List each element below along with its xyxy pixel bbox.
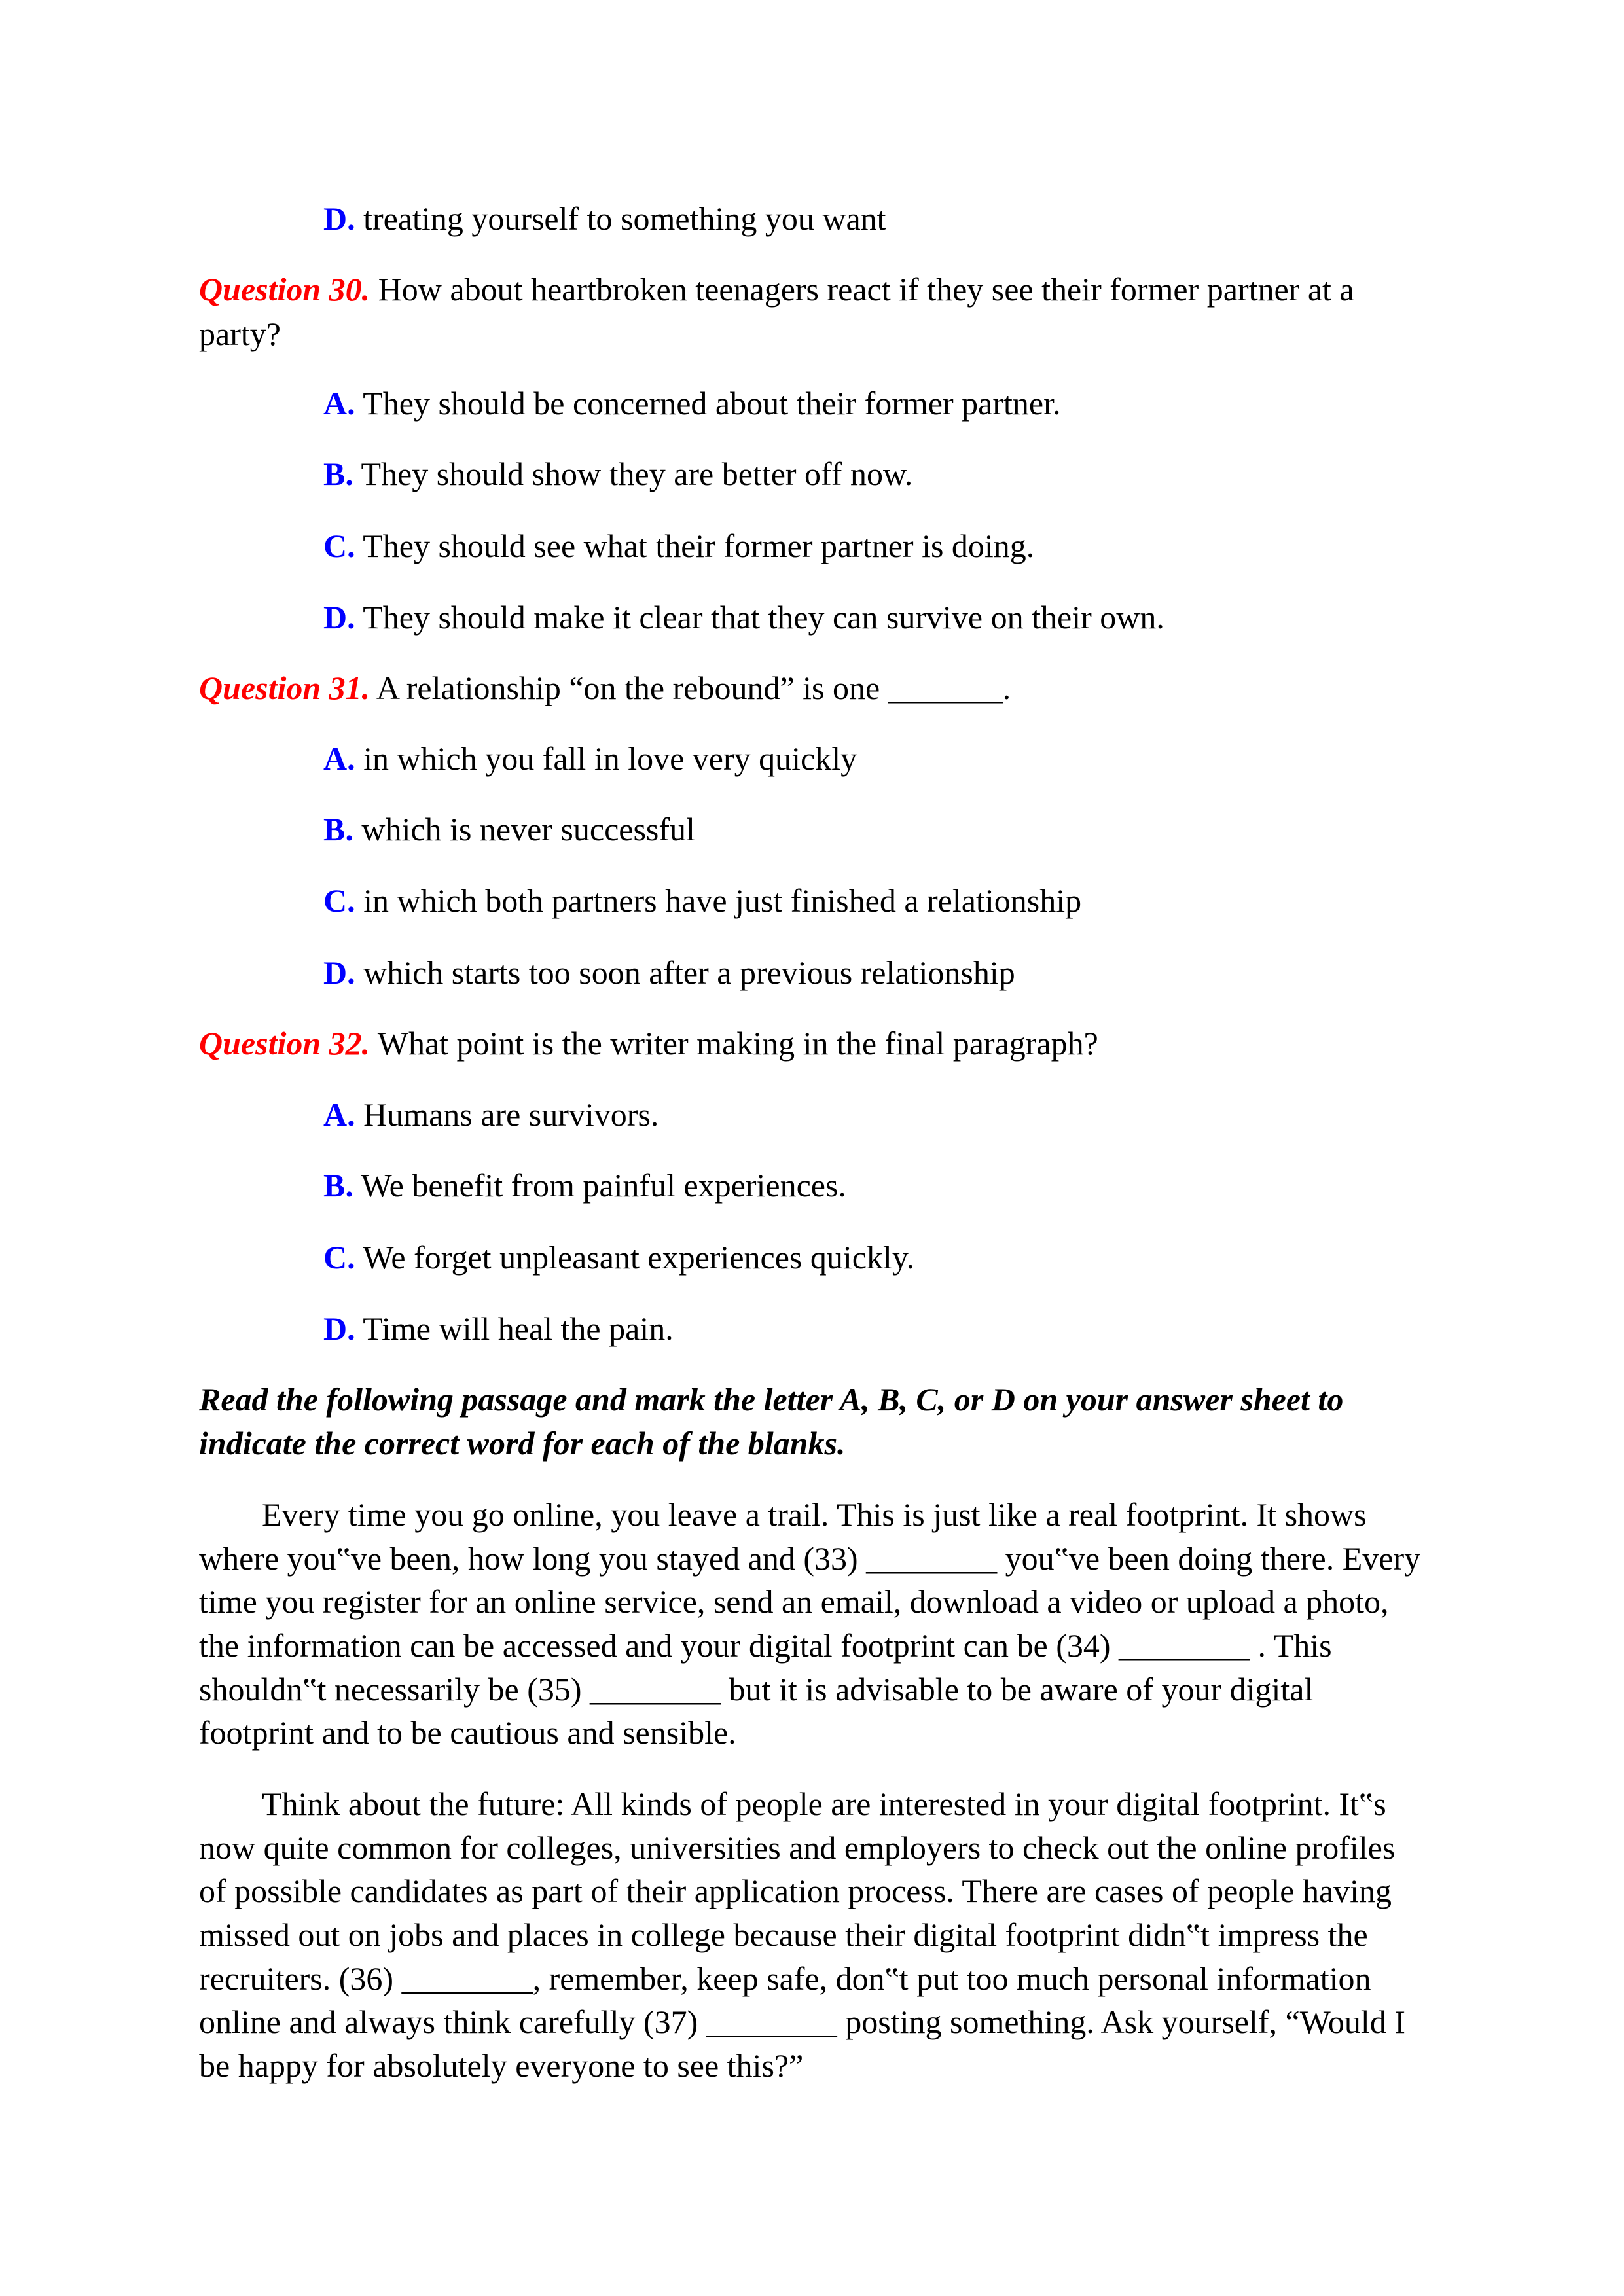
passage-line: where you‟ve been, how long you stayed and (33) ________ you‟ve been doing there. Every bbox=[199, 1540, 1421, 1577]
passage-line: missed out on jobs and places in college because their digital footprint didn‟t impress the bbox=[199, 1916, 1368, 1953]
option-text: They should make it clear that they can survive on their own. bbox=[355, 599, 1164, 636]
option-letter: D. bbox=[323, 1310, 355, 1347]
option-b bbox=[323, 1163, 846, 1208]
option-text: in which both partners have just finished a relationship bbox=[355, 882, 1082, 919]
option-d bbox=[323, 1306, 674, 1351]
option-letter: A. bbox=[323, 740, 355, 777]
option-text: which starts too soon after a previous relationship bbox=[355, 954, 1015, 991]
option-letter: A. bbox=[323, 1096, 355, 1133]
passage-line: of possible candidates as part of their application process. There are cases of people having bbox=[199, 1873, 1392, 1909]
option-b bbox=[323, 452, 912, 496]
option-letter: B. bbox=[323, 456, 353, 492]
option-text: Time will heal the pain. bbox=[355, 1310, 674, 1347]
option-text: They should see what their former partner is doing. bbox=[355, 528, 1035, 564]
passage-line: the information can be accessed and your digital footprint can be (34) ________ . This bbox=[199, 1627, 1332, 1664]
passage-line: time you register for an online service, send an email, download a video or upload a photo, bbox=[199, 1583, 1389, 1620]
option-a bbox=[323, 381, 1060, 425]
passage-line: footprint and to be cautious and sensible. bbox=[199, 1714, 736, 1751]
option-c bbox=[323, 1235, 914, 1280]
passage-line: shouldn‟t necessarily be (35) ________ but it is advisable to be aware of your digital bbox=[199, 1671, 1314, 1708]
option-text: treating yourself to something you want bbox=[355, 200, 886, 237]
question-label: Question 32. bbox=[199, 1025, 370, 1062]
option-d bbox=[323, 196, 886, 241]
option-letter: B. bbox=[323, 811, 353, 848]
option-text: We benefit from painful experiences. bbox=[353, 1167, 846, 1204]
option-letter: B. bbox=[323, 1167, 353, 1204]
option-letter: D. bbox=[323, 200, 355, 237]
question-31 bbox=[199, 666, 1011, 710]
instruction-line: Read the following passage and mark the letter A, B, C, or D on your answer sheet to bbox=[199, 1381, 1344, 1418]
passage-line: now quite common for colleges, universities and employers to check out the online profiles bbox=[199, 1829, 1396, 1866]
question-text: A relationship “on the rebound” is one _______. bbox=[370, 670, 1011, 706]
option-d bbox=[323, 950, 1015, 995]
instruction-line: indicate the correct word for each of the blanks. bbox=[199, 1425, 846, 1462]
option-text: They should show they are better off now. bbox=[353, 456, 913, 492]
option-c bbox=[323, 878, 1081, 923]
option-text: They should be concerned about their former partner. bbox=[355, 385, 1061, 422]
option-letter: A. bbox=[323, 385, 355, 422]
option-text: Humans are survivors. bbox=[355, 1096, 659, 1133]
question-label: Question 30. bbox=[199, 271, 370, 308]
passage-line: recruiters. (36) ________, remember, keep safe, don‟t put too much personal information bbox=[199, 1960, 1371, 1997]
question-text: How about heartbroken teenagers react if they see their former partner at a bbox=[370, 271, 1354, 308]
option-d bbox=[323, 595, 1164, 639]
option-letter: C. bbox=[323, 882, 355, 919]
option-a bbox=[323, 736, 857, 781]
question-text: What point is the writer making in the final paragraph? bbox=[370, 1025, 1098, 1062]
question-label: Question 31. bbox=[199, 670, 370, 706]
option-letter: C. bbox=[323, 1239, 355, 1276]
option-letter: D. bbox=[323, 599, 355, 636]
passage-line: online and always think carefully (37) ________ posting something. Ask yourself, “Would I bbox=[199, 2003, 1405, 2040]
option-a bbox=[323, 1092, 659, 1137]
option-b bbox=[323, 807, 695, 852]
option-letter: C. bbox=[323, 528, 355, 564]
question-30 bbox=[199, 267, 1354, 312]
passage-line: Every time you go online, you leave a trail. This is just like a real footprint. It shows bbox=[262, 1496, 1367, 1533]
passage-line: be happy for absolutely everyone to see this?” bbox=[199, 2047, 804, 2084]
option-letter: D. bbox=[323, 954, 355, 991]
question-text-cont: party? bbox=[199, 315, 281, 352]
passage-line: Think about the future: All kinds of people are interested in your digital footprint. It‟s bbox=[262, 1785, 1386, 1822]
option-c bbox=[323, 524, 1034, 568]
option-text: in which you fall in love very quickly bbox=[355, 740, 857, 777]
option-text: which is never successful bbox=[353, 811, 695, 848]
question-32 bbox=[199, 1021, 1098, 1066]
option-text: We forget unpleasant experiences quickly. bbox=[355, 1239, 915, 1276]
